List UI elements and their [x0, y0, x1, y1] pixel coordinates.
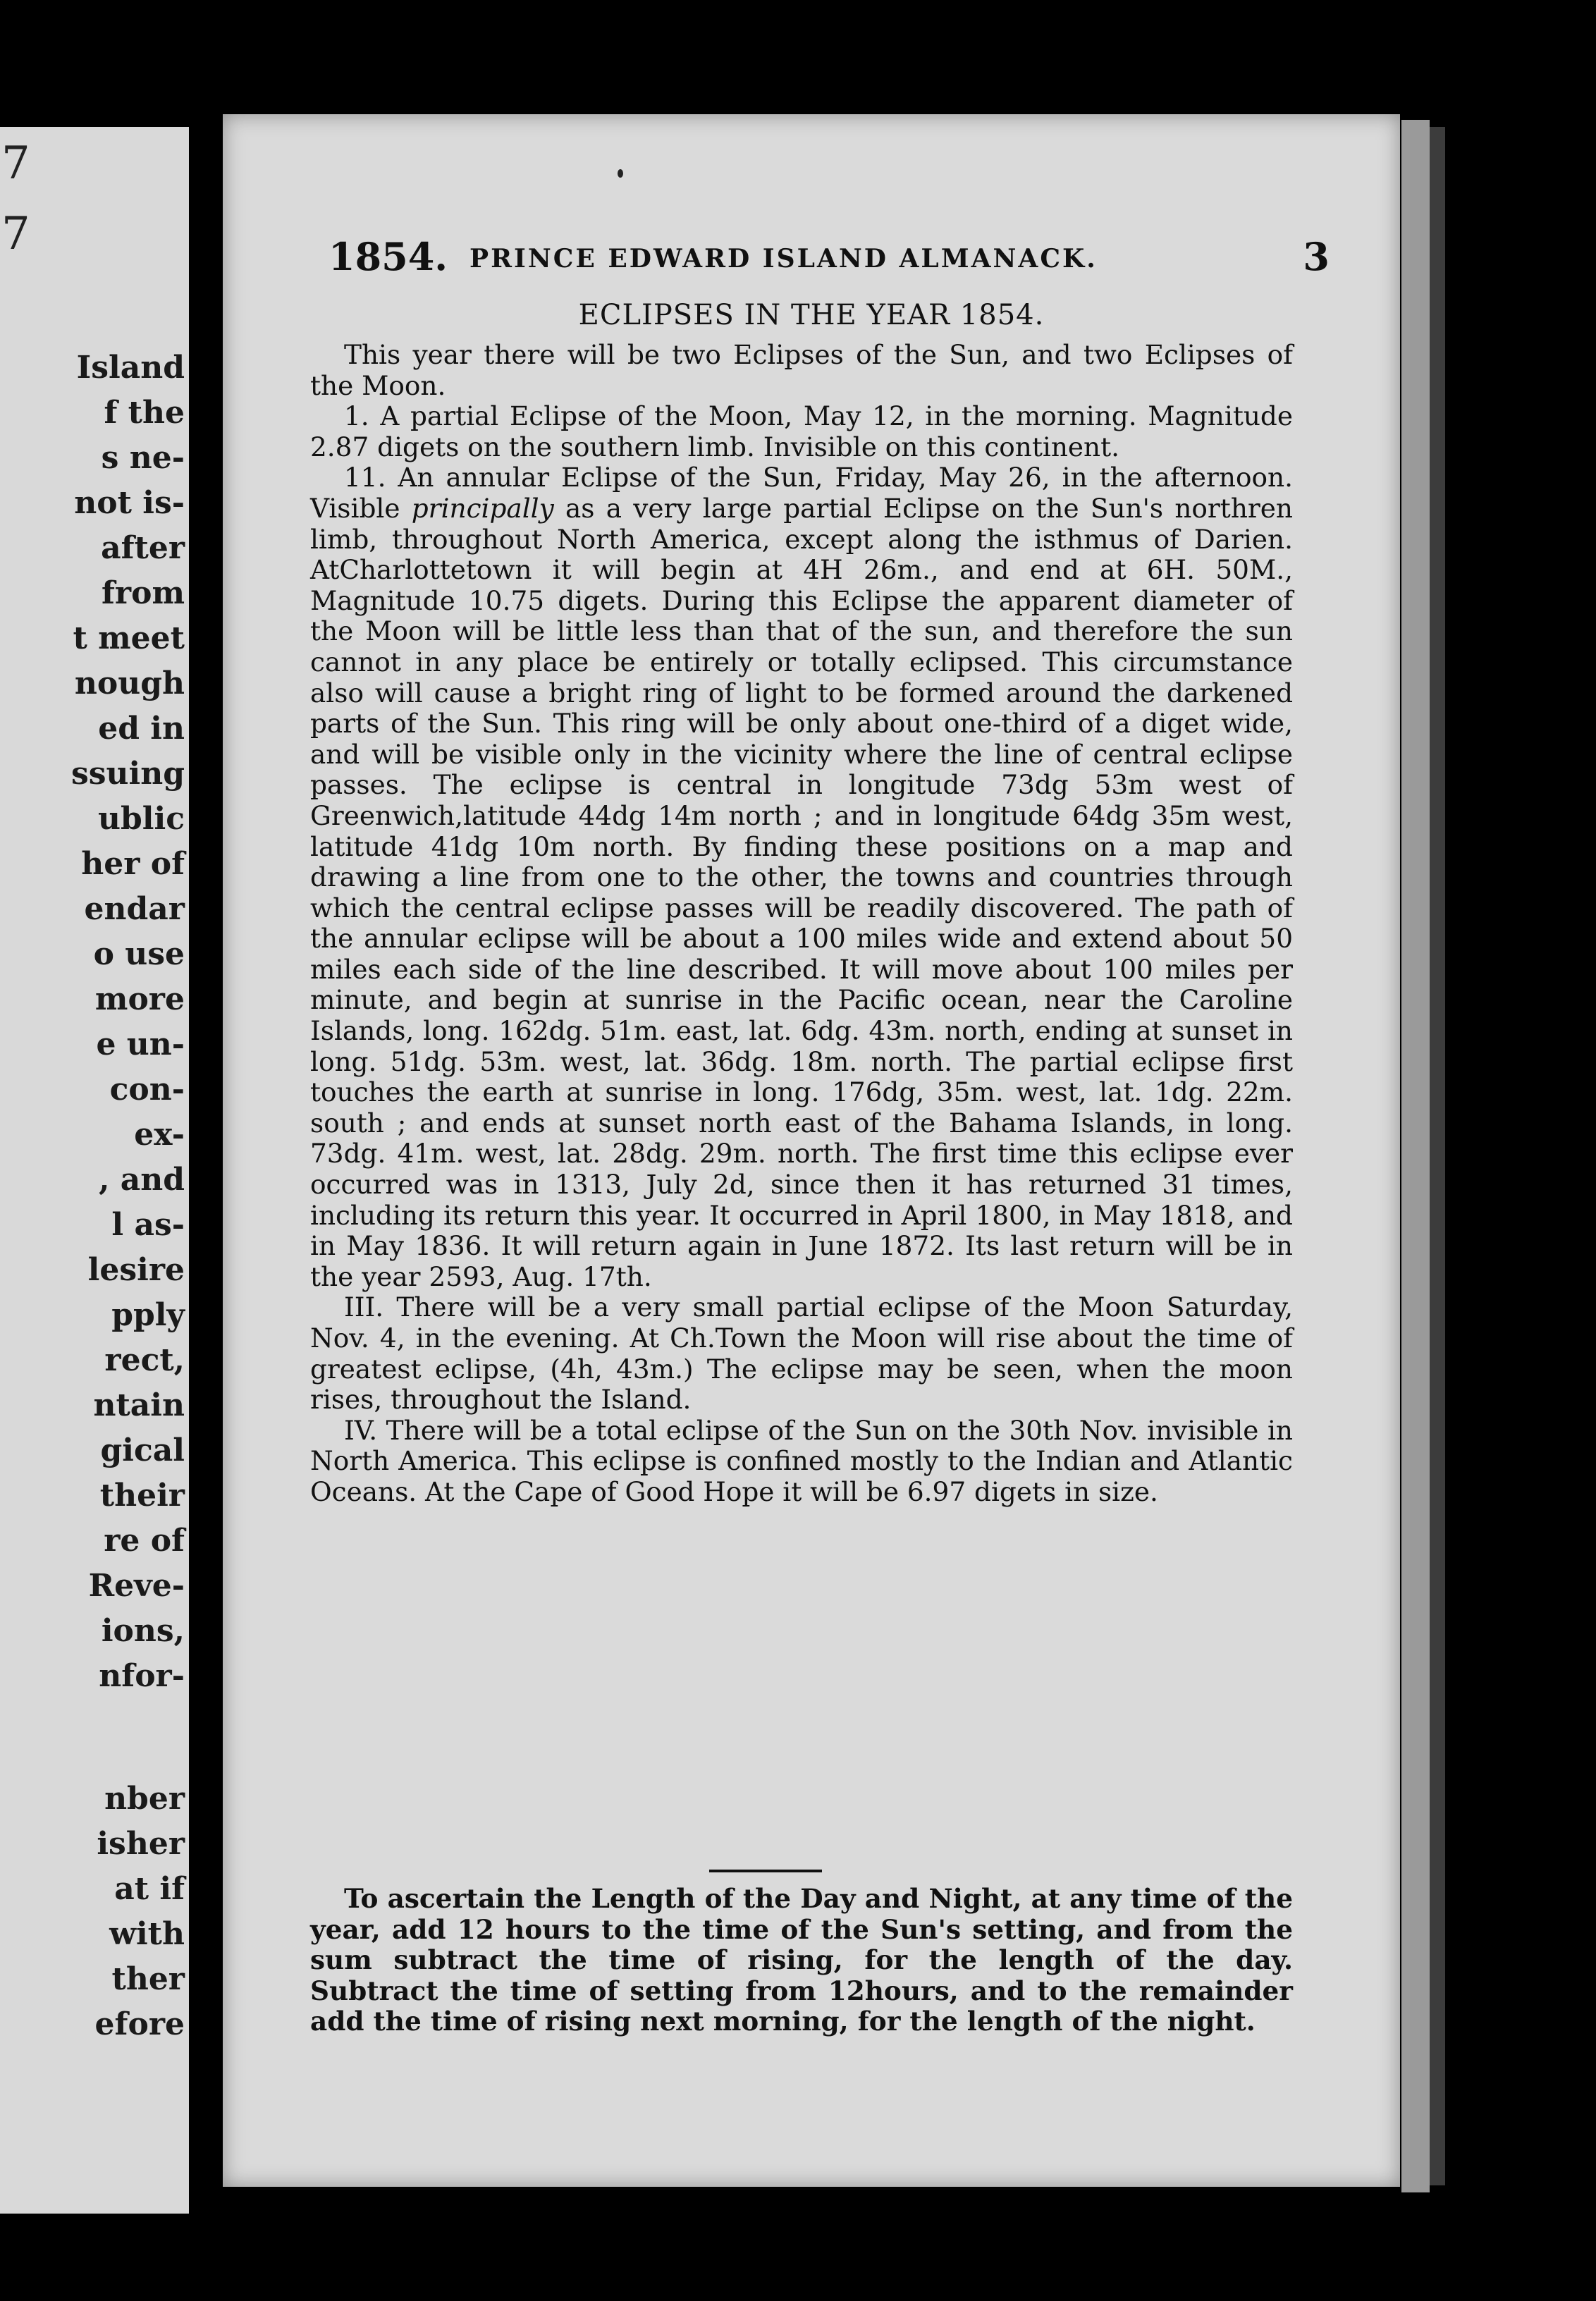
page-edge-shadow — [1430, 127, 1445, 2185]
facing-page-line-fragment: nough — [74, 665, 185, 701]
page-number: 3 — [1303, 234, 1330, 279]
facing-page-line-fragment: e un- — [96, 1026, 185, 1062]
ink-speck — [618, 169, 623, 178]
running-head-title: PRINCE EDWARD ISLAND ALMANACK. — [469, 244, 1098, 274]
facing-page-line-fragment: lesire — [87, 1252, 185, 1288]
paragraph-moon-may: 1. A partial Eclipse of the Moon, May 12, in the morning. Magnitude 2.87 digets on the southern limb. Invisible on this continent. — [310, 400, 1293, 462]
facing-page-line-fragment: their — [99, 1478, 185, 1514]
eclipse-text — [310, 340, 1293, 1508]
facing-page-line-fragment: , and — [99, 1162, 185, 1198]
facing-page-line-fragment: re of — [104, 1523, 185, 1559]
intro-paragraph: This year there will be two Eclipses of the Sun, and two Eclipses of the Moon. — [310, 339, 1293, 401]
paragraph-moon-nov: III. There will be a very small partial eclipse of the Moon Saturday, Nov. 4, in the evening. At Ch.Town the Moon will rise about the time of greatest eclipse, (4h, 43m.) The eclipse may be seen, when the moon rises, throughout the Island. — [310, 1291, 1293, 1416]
facing-page-line-fragment: ntain — [93, 1387, 185, 1423]
facing-page-line-fragment: ther — [111, 1961, 185, 1997]
facing-page-line-fragment: Island — [76, 350, 185, 386]
facing-page-line-fragment: endar — [84, 891, 185, 927]
facing-page-line-fragment: ions, — [101, 1613, 185, 1649]
facing-page-top-fragment: 7 — [1, 208, 30, 260]
facing-page-line-fragment: Reve- — [88, 1568, 185, 1604]
facing-page-line-fragment: nfor- — [99, 1658, 185, 1694]
facing-page-line-fragment: l as- — [111, 1207, 185, 1243]
facing-page-line-fragment: pply — [111, 1297, 185, 1333]
facing-page-line-fragment: after — [101, 530, 185, 566]
facing-page-line-fragment: nber — [104, 1781, 185, 1817]
facing-page-line-fragment: ex- — [134, 1117, 185, 1153]
running-head-year: 1854. — [329, 234, 448, 279]
paragraph-sun-nov: IV. There will be a total eclipse of the Sun on the 30th Nov. invisible in North America. This eclipse is confined mostly to the Indian and Atlantic Oceans. At the Cape of Good Hope it will be 6.97 digets in size. — [310, 1414, 1293, 1507]
facing-page-line-fragment: more — [94, 981, 185, 1017]
facing-page-line-fragment: her of — [81, 846, 185, 882]
facing-page-line-fragment: at if — [114, 1871, 185, 1907]
day-night-section — [310, 1884, 1293, 2037]
day-night-paragraph: To ascertain the Length of the Day and Night, at any time of the year, add 12 hours to the time of the Sun's setting, and from the sum subtract the time of rising, for the length of the day. Subtract the time of setting from 12hours, and to the remainder add the time of rising next morning, for the length of the night. — [310, 1883, 1293, 2037]
facing-page-line-fragment: o use — [93, 936, 185, 972]
paragraph-annular-sun-b: as a very large partial Eclipse on the Sun's northren limb, throughout North America, except along the isthmus of Darien. AtCharlottetown it will begin at 4H 26m., and end at 6H. 50M., Magnitude 10.75 digets. During this Eclipse the apparent diameter of the Moon will be little less than that of the sun, and therefore the sun cannot in any place be entirely or totally eclipsed. This circumstance also will cause a bright ring of light to be formed around the darkened parts of the Sun. This ring will be only about one-third of a diget wide, and will be visible only in the vicinity where the line of central eclipse passes. The eclipse is central in longitude 73dg 53m west of Greenwich,latitude 44dg 14m north ; and in longitude 64dg 35m west, latitude 41dg 10m north. By finding these positions on a map and drawing a line from one to the other, the towns and countries through which the central eclipse passes will be readily discovered. The path of the annular eclipse will be about a 100 miles wide and extend about 50 miles each side of the line described. It will move about 100 miles per minute, and begin at sunrise in the Pacific ocean, near the Caroline Islands, long. 162dg. 51m. east, lat. 6dg. 43m. north, ending at sunset in long. 51dg. 53m. west, lat. 36dg. 18m. north. The partial eclipse first touches the earth at sunrise in long. 176dg, 35m. west, lat. 1dg. 22m. south ; and ends at sunset north east of the Bahama Islands, in long. 73dg. 41m. west, lat. 28dg. 29m. north. The first time this eclipse ever occurred was in 1313, July 2d, since then it has returned 31 times, including its return this year. It occurred in April 1800, in May 1818, and in May 1836. It will return again in June 1872. Its last return will be in the year 2593, Aug. 17th. — [310, 492, 1293, 1292]
paragraph-annular-sun-a: 11. An annular Eclipse of the Sun, Friday, May 26, in the afternoon. Visible — [310, 462, 1293, 524]
facing-page-line-fragment: t meet — [73, 620, 185, 656]
section-heading: ECLIPSES IN THE YEAR 1854. — [578, 299, 1045, 331]
facing-page-line-fragment: from — [101, 575, 185, 611]
almanac-page — [223, 114, 1400, 2187]
facing-page-line-fragment: with — [109, 1916, 185, 1952]
facing-page-line-fragment: ssuing — [70, 756, 185, 792]
gutter — [189, 106, 226, 2221]
italic-principally: principally — [411, 492, 554, 524]
facing-page-line-fragment: efore — [94, 2006, 185, 2042]
facing-page-line-fragment: rect, — [104, 1342, 185, 1378]
facing-page-line-fragment: f the — [104, 395, 185, 431]
running-head — [329, 234, 1330, 283]
paragraph-annular-sun — [310, 462, 1293, 1292]
section-rule — [709, 1870, 822, 1872]
facing-page-edge — [0, 127, 189, 2214]
facing-page-line-fragment: gical — [100, 1432, 185, 1468]
facing-page-line-fragment: isher — [97, 1826, 185, 1862]
page-edge — [1401, 120, 1430, 2192]
facing-page-line-fragment: ublic — [98, 801, 185, 837]
facing-page-line-fragment: s ne- — [101, 440, 185, 476]
facing-page-line-fragment: ed in — [98, 711, 185, 747]
facing-page-line-fragment: con- — [109, 1072, 185, 1107]
facing-page-top-fragment: 7 — [1, 137, 30, 190]
facing-page-line-fragment: not is- — [74, 485, 185, 521]
